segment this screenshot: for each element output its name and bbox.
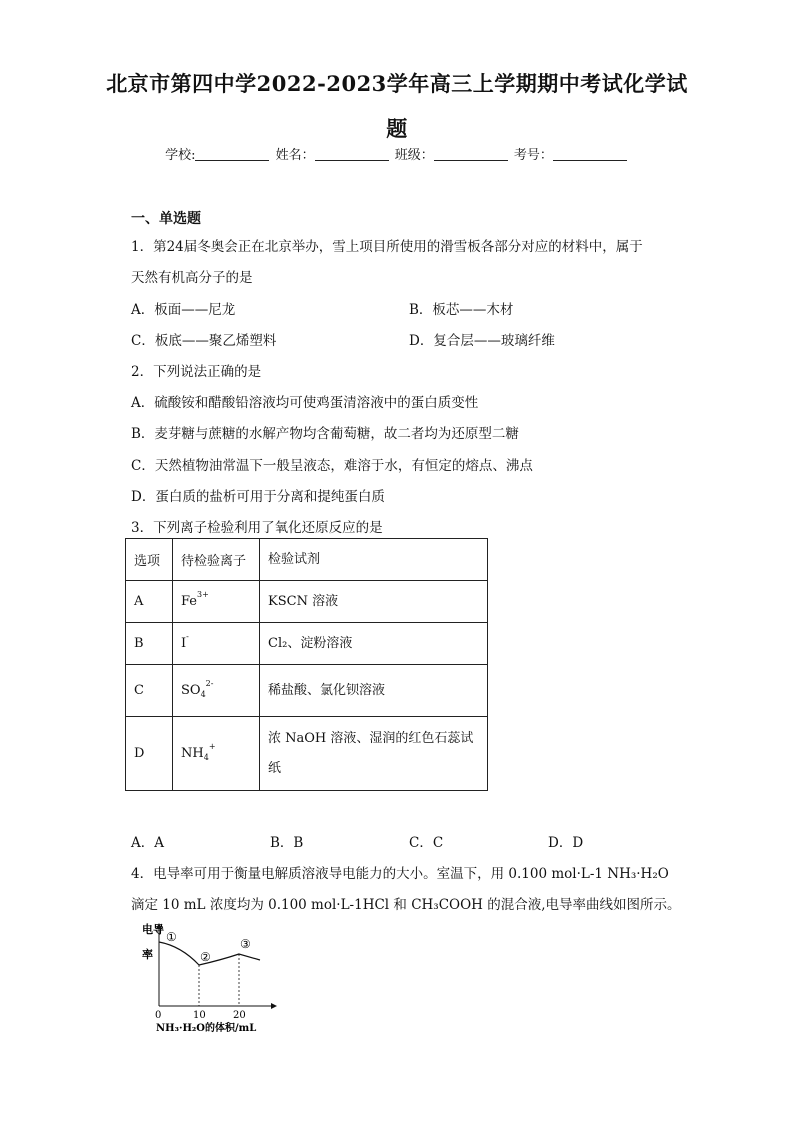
q2-option-c: C．天然植物油常温下一般呈液态，难溶于水，有恒定的熔点、沸点	[131, 458, 533, 474]
q2-stem: 2．下列说法正确的是	[131, 364, 262, 380]
q1-option-c: C．板底——聚乙烯塑料	[131, 333, 277, 349]
header-reagent: 检验试剂	[260, 539, 488, 581]
name-label: 姓名：	[275, 148, 315, 163]
point-label-2: ②	[200, 950, 211, 964]
x-axis-label: NH₃·H₂O的体积/mL	[156, 1023, 257, 1034]
point-label-3: ③	[240, 937, 251, 951]
school-blank[interactable]	[195, 146, 269, 161]
x-tick-20: 20	[233, 1010, 246, 1021]
q1-option-d: D．复合层——玻璃纤维	[409, 333, 555, 349]
ion-subscript: 4	[203, 753, 209, 762]
section-heading: 一、单选题	[131, 211, 201, 227]
number-label: 考号：	[513, 148, 553, 163]
origin-label: 0	[155, 1010, 162, 1021]
q4-stem-line2: 滴定 10 mL 浓度均为 0.100 mol·L-1HCl 和 CH₃COOH 的混合液,电导率曲线如图所示。	[131, 897, 681, 913]
ion-charge: -	[186, 632, 189, 641]
row-option: C	[126, 665, 173, 717]
q1-option-a: A．板面——尼龙	[131, 302, 236, 318]
header-option: 选项	[126, 539, 173, 581]
q2-option-b: B．麦芽糖与蔗糖的水解产物均含葡萄糖，故二者均为还原型二糖	[131, 426, 519, 442]
q1-stem-line2: 天然有机高分子的是	[131, 270, 253, 286]
row-ion	[173, 665, 260, 717]
q3-option-a: A．A	[131, 835, 164, 851]
ion-symbol: Fe	[181, 594, 198, 609]
ion-test-table	[125, 538, 488, 791]
q2-option-a: A．硫酸铵和醋酸铅溶液均可使鸡蛋清溶液中的蛋白质变性	[131, 395, 479, 411]
row-ion	[173, 581, 260, 623]
class-label: 班级：	[394, 148, 434, 163]
q1-stem-line1: 1．第24届冬奥会正在北京举办，雪上项目所使用的滑雪板各部分对应的材料中，属于	[131, 239, 643, 255]
row-reagent: 浓 NaOH 溶液、湿润的红色石蕊试纸	[260, 717, 488, 791]
q4-stem-line1: 4．电导率可用于衡量电解质溶液导电能力的大小。室温下，用 0.100 mol·L-1 NH₃·H₂O	[131, 866, 669, 882]
school-label: 学校:	[165, 148, 196, 163]
point-label-1: ①	[166, 930, 177, 944]
q1-option-b: B．板芯——木材	[409, 302, 514, 318]
paper-title-line1: 北京市第四中学2022-2023学年高三上学期期中考试化学试	[106, 71, 688, 96]
table-row	[126, 717, 488, 791]
row-reagent: Cl₂、淀粉溶液	[260, 623, 488, 665]
ion-symbol: I	[181, 636, 187, 651]
name-blank[interactable]	[315, 146, 389, 161]
q3-option-b: B．B	[270, 835, 304, 851]
row-reagent: KSCN 溶液	[260, 581, 488, 623]
number-blank[interactable]	[553, 146, 627, 161]
header-ion: 待检验离子	[173, 539, 260, 581]
row-ion	[173, 717, 260, 791]
q3-option-c: C．C	[409, 835, 444, 851]
q3-option-d: D．D	[548, 835, 584, 851]
ion-symbol: NH	[181, 746, 204, 761]
student-info-row	[0, 144, 794, 163]
table-row	[126, 623, 488, 665]
ion-charge: 3+	[197, 590, 209, 599]
row-ion	[173, 623, 260, 665]
y-axis-label-1: 电导	[142, 923, 164, 936]
row-reagent: 稀盐酸、氯化钡溶液	[260, 665, 488, 717]
x-tick-10: 10	[193, 1010, 206, 1021]
row-option: B	[126, 623, 173, 665]
table-header-row	[126, 539, 488, 581]
paper-title-line2: 题	[386, 116, 408, 141]
class-blank[interactable]	[434, 146, 508, 161]
y-axis-label-2: 率	[142, 948, 153, 961]
ion-subscript: 4	[200, 690, 206, 699]
q2-option-d: D．蛋白质的盐析可用于分离和提纯蛋白质	[131, 489, 385, 505]
ion-symbol: SO	[181, 683, 201, 698]
table-row	[126, 665, 488, 717]
conductivity-graph	[136, 922, 286, 1034]
ion-charge: +	[208, 742, 216, 751]
q3-stem: 3．下列离子检验利用了氧化还原反应的是	[131, 520, 383, 536]
table-row	[126, 581, 488, 623]
row-option: D	[126, 717, 173, 791]
row-option: A	[126, 581, 173, 623]
ion-charge: 2-	[205, 679, 214, 688]
